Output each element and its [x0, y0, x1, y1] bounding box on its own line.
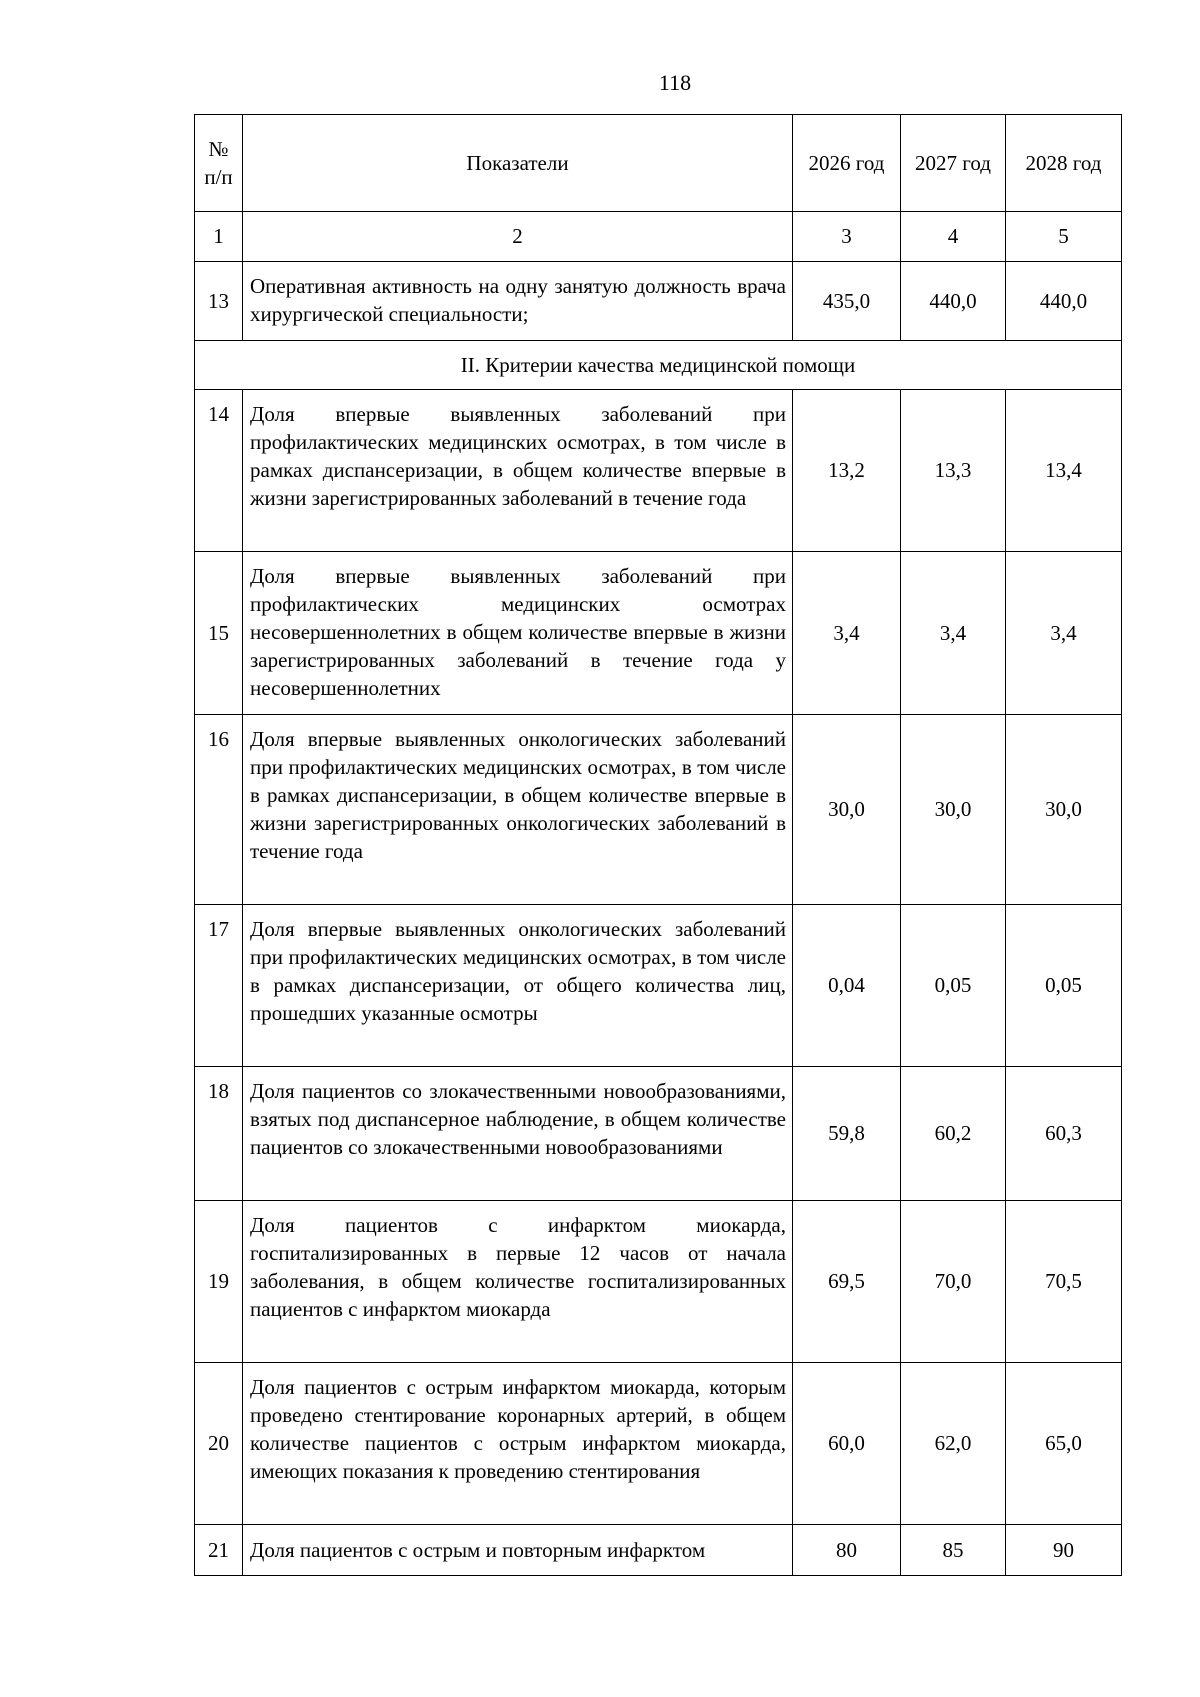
row-value-2027: 62,0	[901, 1363, 1006, 1525]
column-number: 1	[195, 212, 243, 262]
table-row	[195, 390, 1122, 552]
row-value-2028: 60,3	[1006, 1067, 1122, 1201]
row-value-2028: 440,0	[1006, 262, 1122, 341]
row-number: 16	[195, 715, 243, 905]
row-value-2026: 30,0	[793, 715, 901, 905]
row-value-2027: 60,2	[901, 1067, 1006, 1201]
row-value-2026: 59,8	[793, 1067, 901, 1201]
row-value-2028: 0,05	[1006, 905, 1122, 1067]
row-number: 15	[195, 552, 243, 715]
page-number: 118	[658, 70, 692, 95]
row-value-2026: 0,04	[793, 905, 901, 1067]
row-indicator-text: Доля впервые выявленных заболеваний при профилактических медицинских осмотрах, в том числе в рамках диспансеризации, в общем количестве впервые в жизни зарегистрированных заболеваний в течение года	[243, 390, 793, 552]
row-value-2027: 13,3	[901, 390, 1006, 552]
row-value-2026: 435,0	[793, 262, 901, 341]
table-row	[195, 1067, 1122, 1201]
table-row	[195, 1363, 1122, 1525]
header-year-2028: 2028 год	[1006, 115, 1122, 212]
table-row	[195, 905, 1122, 1067]
row-value-2026: 80	[793, 1525, 901, 1576]
column-number: 4	[901, 212, 1006, 262]
row-indicator-text: Доля пациентов с острым инфарктом миокарда, которым проведено стентирование коронарных артерий, в общем количестве пациентов с острым инфарктом миокарда, имеющих показания к проведению стентирования	[243, 1363, 793, 1525]
row-value-2027: 3,4	[901, 552, 1006, 715]
table-row	[195, 715, 1122, 905]
row-value-2027: 0,05	[901, 905, 1006, 1067]
column-number: 2	[243, 212, 793, 262]
header-number-cell	[195, 115, 243, 212]
row-indicator-text: Доля пациентов с острым и повторным инфарктом	[243, 1525, 793, 1576]
row-value-2026: 60,0	[793, 1363, 901, 1525]
row-value-2028: 90	[1006, 1525, 1122, 1576]
row-number: 13	[195, 262, 243, 341]
row-value-2027: 30,0	[901, 715, 1006, 905]
column-number: 3	[793, 212, 901, 262]
row-indicator-text: Доля пациентов со злокачественными новообразованиями, взятых под диспансерное наблюдение, в общем количестве пациентов со злокачественными новообразованиями	[243, 1067, 793, 1201]
table-row	[195, 1201, 1122, 1363]
indicators-table	[194, 114, 1122, 1576]
row-indicator-text: Доля впервые выявленных онкологических заболеваний при профилактических медицинских осмотрах, в том числе в рамках диспансеризации, в общем количестве впервые в жизни зарегистрированных онкологических заболеваний в течение года	[243, 715, 793, 905]
row-number: 17	[195, 905, 243, 1067]
table-row	[195, 262, 1122, 341]
column-number-row	[195, 212, 1122, 262]
row-number: 14	[195, 390, 243, 552]
header-number-symbol: №	[208, 137, 229, 161]
row-value-2027: 440,0	[901, 262, 1006, 341]
header-number-label: п/п	[204, 165, 233, 189]
column-number: 5	[1006, 212, 1122, 262]
table-row	[195, 552, 1122, 715]
section-title: II. Критерии качества медицинской помощи	[195, 341, 1122, 390]
row-indicator-text: Доля впервые выявленных заболеваний при профилактических медицинских осмотрах несовершеннолетних в общем количестве впервые в жизни зарегистрированных заболеваний в течение года у несовершеннолетних	[243, 552, 793, 715]
row-value-2028: 65,0	[1006, 1363, 1122, 1525]
table-header-row	[195, 115, 1122, 212]
row-value-2028: 3,4	[1006, 552, 1122, 715]
row-number: 18	[195, 1067, 243, 1201]
row-value-2026: 69,5	[793, 1201, 901, 1363]
row-value-2027: 85	[901, 1525, 1006, 1576]
row-number: 21	[195, 1525, 243, 1576]
row-value-2027: 70,0	[901, 1201, 1006, 1363]
header-indicators: Показатели	[243, 115, 793, 212]
row-indicator-text: Доля впервые выявленных онкологических заболеваний при профилактических медицинских осмотрах, в том числе в рамках диспансеризации, от общего количества лиц, прошедших указанные осмотры	[243, 905, 793, 1067]
row-value-2028: 30,0	[1006, 715, 1122, 905]
row-value-2026: 13,2	[793, 390, 901, 552]
row-value-2028: 13,4	[1006, 390, 1122, 552]
header-year-2027: 2027 год	[901, 115, 1006, 212]
header-year-2026: 2026 год	[793, 115, 901, 212]
table-row	[195, 1525, 1122, 1576]
row-value-2028: 70,5	[1006, 1201, 1122, 1363]
section-row	[195, 341, 1122, 390]
row-number: 20	[195, 1363, 243, 1525]
row-indicator-text: Доля пациентов с инфарктом миокарда, госпитализированных в первые 12 часов от начала заболевания, в общем количестве госпитализированных пациентов с инфарктом миокарда	[243, 1201, 793, 1363]
row-indicator-text: Оперативная активность на одну занятую должность врача хирургической специальности;	[243, 262, 793, 341]
row-value-2026: 3,4	[793, 552, 901, 715]
row-number: 19	[195, 1201, 243, 1363]
